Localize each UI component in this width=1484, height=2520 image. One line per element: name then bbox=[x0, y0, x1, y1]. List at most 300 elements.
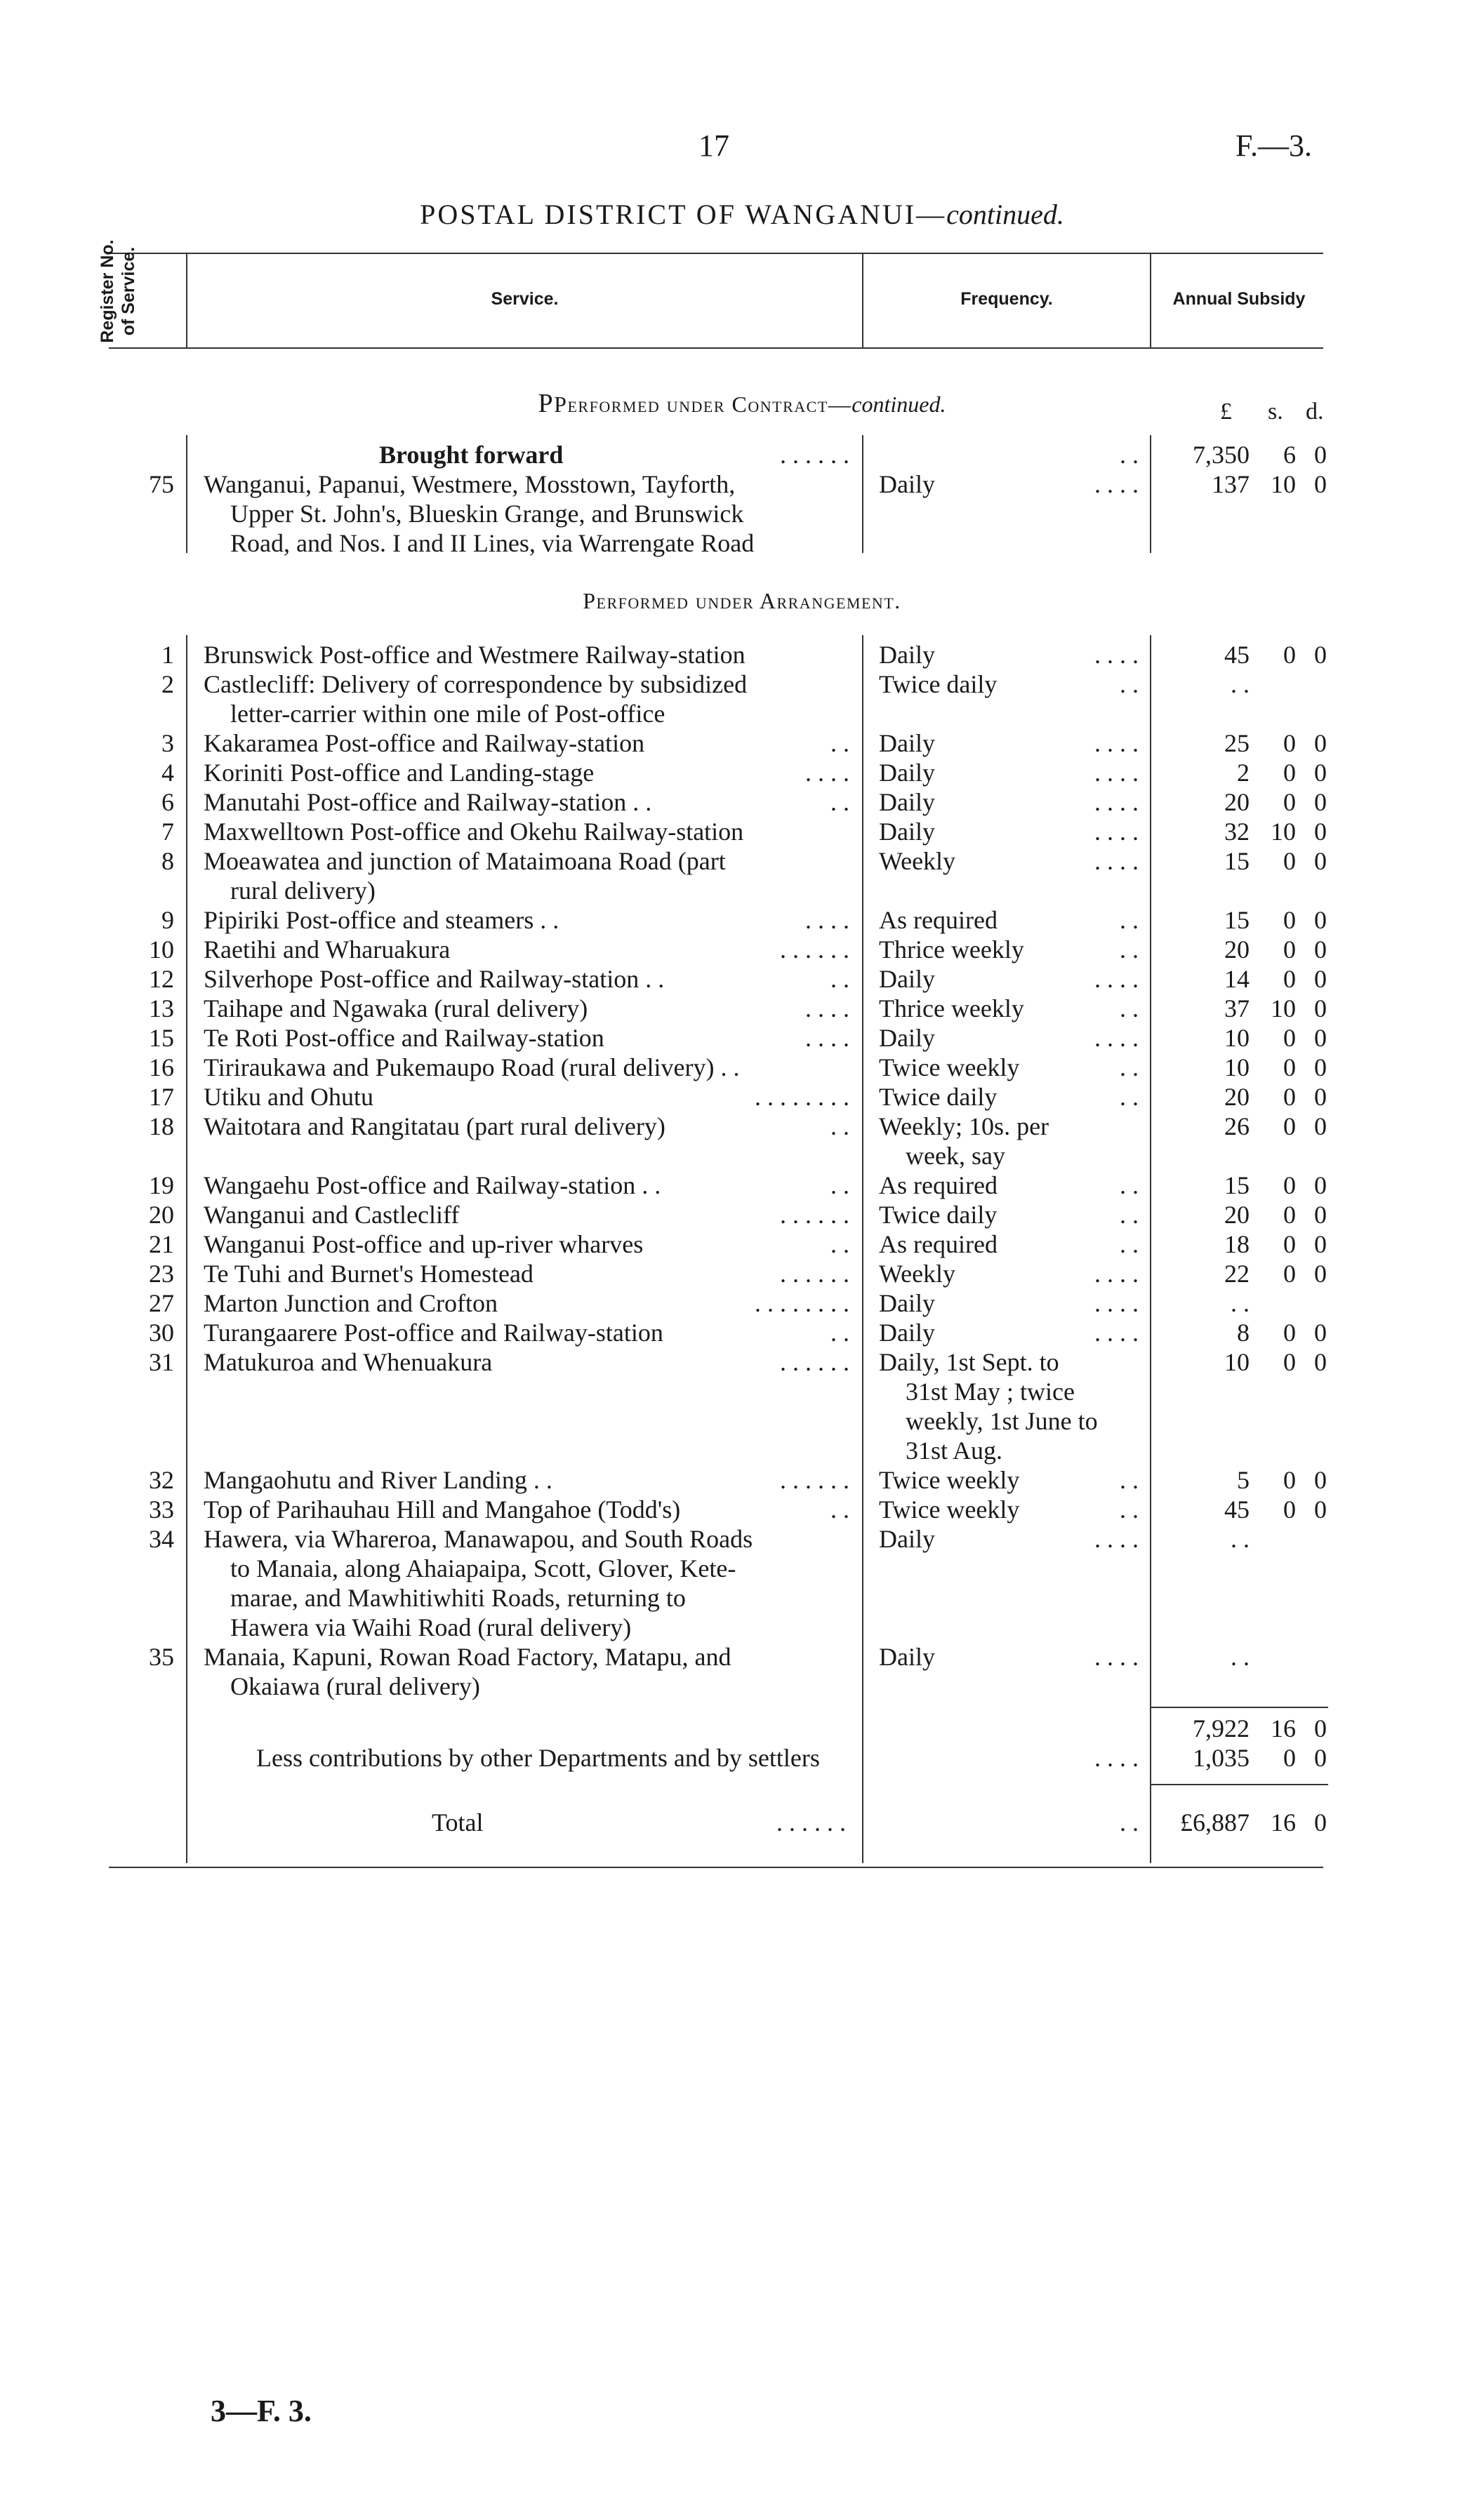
service-line: Taihape and Ngawaka (rural delivery) bbox=[204, 994, 588, 1022]
table-row bbox=[0, 1112, 1484, 1171]
service-line: Wanganui Post-office and up-river wharves bbox=[204, 1230, 644, 1258]
frequency-leader-dots: . . . . bbox=[1094, 641, 1139, 669]
service-leader-dots: . . bbox=[830, 1495, 849, 1524]
subsidy-pounds: 10 bbox=[1224, 1053, 1250, 1081]
subsidy-shillings: 0 bbox=[1283, 965, 1296, 993]
register-number: 21 bbox=[149, 1230, 174, 1258]
service-line: to Manaia, along Ahaiapaipa, Scott, Glover, Kete- bbox=[230, 1554, 736, 1582]
frequency-cell bbox=[879, 1495, 1139, 1524]
table-row bbox=[0, 1053, 1484, 1082]
subsidy-shillings: 0 bbox=[1283, 1083, 1296, 1111]
subsidy-pence: 0 bbox=[1314, 1348, 1327, 1376]
subsidy-pence: 0 bbox=[1314, 641, 1327, 669]
service-line: Wanganui, Papanui, Westmere, Mosstown, Tayforth, bbox=[204, 470, 736, 498]
table-row bbox=[0, 787, 1484, 817]
table-row bbox=[0, 964, 1484, 994]
frequency-leader-dots: . . bbox=[1120, 1466, 1139, 1494]
frequency-cell bbox=[879, 469, 1139, 499]
service-line: Moeawatea and junction of Mataimoana Road (part bbox=[204, 847, 726, 875]
subsidy-pounds: 2 bbox=[1237, 759, 1250, 787]
service-leader-dots: . . . . . . bbox=[780, 1466, 849, 1494]
table-row bbox=[0, 1082, 1484, 1112]
register-number: 8 bbox=[161, 847, 174, 875]
frequency-line: week, say bbox=[906, 1142, 1005, 1170]
less-shillings: 0 bbox=[1283, 1744, 1296, 1772]
service-cell bbox=[204, 1318, 849, 1347]
service-line: Top of Parihauhau Hill and Mangahoe (Todd's) bbox=[204, 1495, 681, 1524]
service-line: Wanganui and Castlecliff bbox=[204, 1201, 460, 1229]
subsidy-pence: 0 bbox=[1314, 1171, 1327, 1199]
frequency-cell bbox=[879, 1171, 1139, 1200]
subsidy-pence: 0 bbox=[1314, 1230, 1327, 1258]
frequency-line: 31st Aug. bbox=[906, 1436, 1003, 1465]
frequency-cell bbox=[879, 787, 1139, 817]
table-row bbox=[0, 935, 1484, 964]
service-leader-dots: . . . . bbox=[805, 906, 849, 934]
subsidy-pounds: 10 bbox=[1224, 1024, 1250, 1052]
register-number: 32 bbox=[149, 1466, 174, 1494]
frequency-line: As required bbox=[879, 906, 998, 934]
frequency-line: Twice daily bbox=[879, 670, 998, 698]
service-cell bbox=[204, 728, 849, 758]
subsidy-pence: 0 bbox=[1314, 994, 1327, 1022]
register-number: 20 bbox=[149, 1201, 174, 1229]
title-main: POSTAL DISTRICT OF WANGANUI— bbox=[420, 199, 947, 230]
service-line: letter-carrier within one mile of Post-office bbox=[230, 700, 665, 728]
total-shillings: 16 bbox=[1271, 1808, 1296, 1836]
frequency-line: Weekly bbox=[879, 847, 956, 875]
service-line: Hawera, via Whareroa, Manawapou, and South Roads bbox=[204, 1525, 753, 1553]
register-number: 10 bbox=[149, 935, 174, 964]
service-cell bbox=[204, 935, 849, 964]
table-row bbox=[0, 1023, 1484, 1053]
frequency-cell bbox=[879, 1112, 1139, 1171]
frequency-line: Daily bbox=[879, 1525, 935, 1553]
brought-forward-pence: 0 bbox=[1314, 441, 1327, 469]
service-line: Silverhope Post-office and Railway-station . . bbox=[204, 965, 665, 993]
service-line: Manutahi Post-office and Railway-station . . bbox=[204, 788, 652, 816]
frequency-line: Daily, 1st Sept. to bbox=[879, 1348, 1059, 1376]
table-row bbox=[0, 994, 1484, 1023]
service-line: Maxwelltown Post-office and Okehu Railway-station bbox=[204, 818, 744, 846]
service-line: Turangaarere Post-office and Railway-station bbox=[204, 1319, 663, 1347]
register-number: 31 bbox=[149, 1348, 174, 1376]
subsidy-pence: 0 bbox=[1314, 1053, 1327, 1081]
subsidy-pounds: 20 bbox=[1224, 935, 1250, 964]
frequency-line: Twice weekly bbox=[879, 1495, 1020, 1524]
frequency-line: Daily bbox=[879, 1319, 935, 1347]
subsidy-shillings: 10 bbox=[1271, 994, 1296, 1022]
register-number: 2 bbox=[161, 670, 174, 698]
table-row bbox=[0, 1171, 1484, 1200]
subsidy-pence: 0 bbox=[1314, 818, 1327, 846]
column-header-service: Service. bbox=[491, 289, 559, 309]
service-leader-dots: . . bbox=[830, 1230, 849, 1258]
frequency-leader-dots: . . bbox=[1120, 906, 1139, 934]
subsidy-pounds: 10 bbox=[1224, 1348, 1250, 1376]
frequency-cell bbox=[879, 1053, 1139, 1082]
subsidy-pence: 0 bbox=[1314, 1495, 1327, 1524]
frequency-cell bbox=[879, 1642, 1139, 1672]
subsidy-shillings: 0 bbox=[1283, 1024, 1296, 1052]
service-line: Brunswick Post-office and Westmere Railway-station bbox=[204, 641, 746, 669]
service-cell bbox=[204, 1347, 849, 1377]
subsidy-pounds: 15 bbox=[1224, 847, 1250, 875]
table-row bbox=[0, 758, 1484, 787]
frequency-leader-dots: . . . . bbox=[1094, 729, 1139, 757]
service-leader-dots: . . . . . . bbox=[780, 935, 849, 964]
title-continued: continued. bbox=[946, 199, 1064, 230]
subsidy-pence: 0 bbox=[1314, 1112, 1327, 1140]
register-number: 6 bbox=[161, 788, 174, 816]
frequency-line: 31st May ; twice bbox=[906, 1378, 1075, 1406]
service-leader-dots: . . bbox=[830, 1112, 849, 1140]
frequency-cell bbox=[879, 935, 1139, 964]
frequency-cell bbox=[879, 1023, 1139, 1053]
table-row bbox=[0, 905, 1484, 935]
subsidy-shillings: 0 bbox=[1283, 1319, 1296, 1347]
table-row bbox=[0, 1347, 1484, 1465]
brought-forward-shillings: 6 bbox=[1283, 441, 1296, 469]
frequency-cell bbox=[879, 1465, 1139, 1495]
frequency-leader-dots: . . bbox=[1120, 994, 1139, 1022]
table-row bbox=[0, 1229, 1484, 1259]
service-line: Upper St. John's, Blueskin Grange, and Brunswick bbox=[230, 500, 744, 528]
service-line: Tiriraukawa and Pukemaupo Road (rural delivery) . . bbox=[204, 1053, 740, 1081]
subsidy-shillings: 0 bbox=[1283, 788, 1296, 816]
register-number: 4 bbox=[161, 759, 174, 787]
total-pounds: £6,887 bbox=[1180, 1808, 1250, 1836]
service-cell bbox=[204, 1495, 849, 1524]
frequency-cell bbox=[879, 758, 1139, 787]
service-line: Waitotara and Rangitatau (part rural delivery) bbox=[204, 1112, 665, 1140]
service-leader-dots: . . . . . . bbox=[780, 1260, 849, 1288]
service-line: Te Tuhi and Burnet's Homestead bbox=[204, 1260, 534, 1288]
subsidy-shillings: 0 bbox=[1283, 1053, 1296, 1081]
service-cell bbox=[204, 1465, 849, 1495]
service-cell bbox=[204, 640, 849, 669]
section-heading-contract: PPerformed under Contract—continued. bbox=[538, 389, 946, 418]
subsidy-pounds: 25 bbox=[1224, 729, 1250, 757]
column-header-register: Register No. of Service. bbox=[98, 239, 138, 343]
register-number: 13 bbox=[149, 994, 174, 1022]
service-leader-dots: . . bbox=[830, 788, 849, 816]
subsidy-pence: 0 bbox=[1314, 1024, 1327, 1052]
subsidy-pounds: 20 bbox=[1224, 1201, 1250, 1229]
brought-forward-dots: . . . . . . bbox=[780, 441, 849, 469]
service-line: Matukuroa and Whenuakura bbox=[204, 1348, 493, 1376]
register-number: 30 bbox=[149, 1319, 174, 1347]
frequency-line: Daily bbox=[879, 965, 935, 993]
footer-code: 3—F. 3. bbox=[211, 2394, 312, 2428]
service-line: marae, and Mawhitiwhiti Roads, returning to bbox=[230, 1584, 686, 1612]
service-line: Road, and Nos. I and II Lines, via Warrengate Road bbox=[230, 529, 755, 557]
subsidy-shillings: 0 bbox=[1283, 1466, 1296, 1494]
table-row bbox=[0, 1642, 1484, 1701]
frequency-leader-dots: . . . . bbox=[1094, 759, 1139, 787]
service-leader-dots: . . . . bbox=[805, 994, 849, 1022]
service-cell bbox=[204, 758, 849, 787]
service-line: Te Roti Post-office and Railway-station bbox=[204, 1024, 604, 1052]
table-row bbox=[0, 728, 1484, 758]
frequency-line: Thrice weekly bbox=[879, 994, 1024, 1022]
frequency-cell bbox=[879, 846, 1139, 876]
subtotal-rule bbox=[1151, 1707, 1328, 1708]
subsidy-shillings: 0 bbox=[1283, 1260, 1296, 1288]
service-cell bbox=[204, 846, 849, 905]
page-number: 17 bbox=[698, 128, 729, 163]
frequency-cell bbox=[879, 1082, 1139, 1112]
frequency-line: Daily bbox=[879, 1289, 935, 1317]
less-contributions-label: Less contributions by other Departments and by settlers bbox=[256, 1744, 820, 1772]
table-row bbox=[0, 817, 1484, 846]
brought-forward-label: Brought forward bbox=[379, 441, 564, 469]
service-leader-dots: . . . . . . bbox=[780, 1201, 849, 1229]
currency-shillings: s. bbox=[1268, 399, 1283, 425]
subsidy-shillings: 0 bbox=[1283, 1230, 1296, 1258]
service-leader-dots: . . bbox=[830, 1171, 849, 1199]
table-row bbox=[0, 640, 1484, 669]
table-row bbox=[0, 846, 1484, 905]
service-line: Wangaehu Post-office and Railway-station . . bbox=[204, 1171, 661, 1199]
header-bottom-rule bbox=[109, 347, 1323, 349]
frequency-leader-dots: . . bbox=[1120, 1201, 1139, 1229]
page-title bbox=[0, 198, 1484, 231]
service-cell bbox=[204, 1524, 849, 1642]
service-line: Kakaramea Post-office and Railway-station bbox=[204, 729, 645, 757]
frequency-line: Daily bbox=[879, 470, 935, 498]
frequency-line: As required bbox=[879, 1171, 998, 1199]
service-line: rural delivery) bbox=[230, 876, 376, 905]
subsidy-pence: 0 bbox=[1314, 906, 1327, 934]
register-number: 3 bbox=[161, 729, 174, 757]
service-line: Okaiawa (rural delivery) bbox=[230, 1672, 480, 1700]
frequency-leader-dots: . . . . bbox=[1094, 1289, 1139, 1317]
subsidy-pence: 0 bbox=[1314, 1083, 1327, 1111]
service-leader-dots: . . bbox=[830, 729, 849, 757]
frequency-leader-dots: . . . . bbox=[1094, 1319, 1139, 1347]
subsidy-pounds: 8 bbox=[1237, 1319, 1250, 1347]
contract-heading-continued: continued. bbox=[852, 392, 946, 417]
total-label: Total bbox=[432, 1808, 484, 1836]
subsidy-pounds: . . bbox=[1231, 1289, 1250, 1317]
frequency-cell bbox=[879, 1347, 1139, 1465]
register-number: 7 bbox=[161, 818, 174, 846]
register-number: 19 bbox=[149, 1171, 174, 1199]
service-cell bbox=[204, 469, 849, 558]
subsidy-pounds: 137 bbox=[1212, 470, 1250, 498]
subsidy-shillings: 0 bbox=[1283, 1201, 1296, 1229]
service-cell bbox=[204, 1082, 849, 1112]
frequency-leader-dots: . . . . bbox=[1094, 1024, 1139, 1052]
frequency-line: Daily bbox=[879, 1643, 935, 1671]
less-pence: 0 bbox=[1314, 1744, 1327, 1772]
frequency-line: Daily bbox=[879, 1024, 935, 1052]
frequency-line: Twice weekly bbox=[879, 1466, 1020, 1494]
frequency-leader-dots: . . . . bbox=[1094, 847, 1139, 875]
frequency-leader-dots: . . . . bbox=[1094, 1525, 1139, 1553]
less-pounds: 1,035 bbox=[1193, 1744, 1250, 1772]
service-cell bbox=[204, 669, 849, 728]
subsidy-shillings: 0 bbox=[1283, 1112, 1296, 1140]
frequency-cell bbox=[879, 1318, 1139, 1347]
service-leader-dots: . . bbox=[830, 965, 849, 993]
subsidy-shillings: 0 bbox=[1283, 759, 1296, 787]
subtotal-shillings: 16 bbox=[1271, 1714, 1296, 1742]
subsidy-pounds: 32 bbox=[1224, 818, 1250, 846]
frequency-leader-dots: . . bbox=[1120, 1230, 1139, 1258]
subsidy-pounds: . . bbox=[1231, 1525, 1250, 1553]
service-cell bbox=[204, 1112, 849, 1141]
subsidy-pounds: . . bbox=[1231, 1643, 1250, 1671]
frequency-cell bbox=[879, 1229, 1139, 1259]
frequency-leader-dots: . . . . bbox=[1094, 965, 1139, 993]
frequency-leader-dots: . . . . bbox=[1094, 788, 1139, 816]
table-row bbox=[0, 1259, 1484, 1288]
service-cell bbox=[204, 787, 849, 817]
subsidy-pounds: 45 bbox=[1224, 1495, 1250, 1524]
frequency-line: weekly, 1st June to bbox=[906, 1407, 1098, 1435]
table-row bbox=[0, 1288, 1484, 1318]
service-leader-dots: . . . . bbox=[805, 1024, 849, 1052]
table-row bbox=[0, 669, 1484, 728]
total-dots: . . . . . . bbox=[776, 1808, 846, 1836]
table-row bbox=[0, 1465, 1484, 1495]
register-number: 75 bbox=[149, 470, 174, 498]
frequency-line: Daily bbox=[879, 759, 935, 787]
service-line: Castlecliff: Delivery of correspondence by subsidized bbox=[204, 670, 748, 698]
frequency-cell bbox=[879, 817, 1139, 846]
register-number: 18 bbox=[149, 1112, 174, 1140]
service-leader-dots: . . . . . . . . bbox=[755, 1083, 849, 1111]
subsidy-pence: 0 bbox=[1314, 470, 1327, 498]
service-cell bbox=[204, 994, 849, 1023]
subsidy-shillings: 10 bbox=[1271, 818, 1296, 846]
frequency-cell bbox=[879, 1524, 1139, 1554]
brought-forward-pounds: 7,350 bbox=[1193, 441, 1250, 469]
frequency-cell bbox=[879, 1259, 1139, 1288]
service-cell bbox=[204, 964, 849, 994]
subsidy-pounds: . . bbox=[1231, 670, 1250, 698]
frequency-line: Daily bbox=[879, 788, 935, 816]
header-top-rule bbox=[109, 253, 1323, 254]
subsidy-pounds: 15 bbox=[1224, 906, 1250, 934]
subsidy-shillings: 0 bbox=[1283, 906, 1296, 934]
table-row bbox=[0, 1524, 1484, 1642]
section-heading-arrangement: Performed under Arrangement. bbox=[583, 588, 901, 613]
service-cell bbox=[204, 1642, 849, 1701]
frequency-cell bbox=[879, 964, 1139, 994]
frequency-line: Daily bbox=[879, 641, 935, 669]
column-header-subsidy: Annual Subsidy bbox=[1172, 289, 1306, 309]
service-leader-dots: . . bbox=[830, 1319, 849, 1347]
frequency-line: Weekly bbox=[879, 1260, 956, 1288]
service-line: Pipiriki Post-office and steamers . . bbox=[204, 906, 559, 934]
register-number: 16 bbox=[149, 1053, 174, 1081]
less-contributions-dots: . . . . bbox=[1094, 1744, 1139, 1772]
frequency-line: Weekly; 10s. per bbox=[879, 1112, 1049, 1140]
frequency-line: As required bbox=[879, 1230, 998, 1258]
subsidy-shillings: 0 bbox=[1283, 641, 1296, 669]
table-bottom-rule bbox=[109, 1867, 1323, 1868]
frequency-leader-dots: . . bbox=[1120, 1495, 1139, 1524]
service-line: Manaia, Kapuni, Rowan Road Factory, Matapu, and bbox=[204, 1643, 731, 1671]
table-row bbox=[0, 1495, 1484, 1524]
register-number: 9 bbox=[161, 906, 174, 934]
frequency-cell bbox=[879, 1200, 1139, 1229]
subsidy-pence: 0 bbox=[1314, 847, 1327, 875]
register-number: 17 bbox=[149, 1083, 174, 1111]
service-cell bbox=[204, 1229, 849, 1259]
register-number: 34 bbox=[149, 1525, 174, 1553]
subsidy-pounds: 22 bbox=[1224, 1260, 1250, 1288]
subsidy-shillings: 0 bbox=[1283, 729, 1296, 757]
frequency-leader-dots: . . bbox=[1120, 935, 1139, 964]
service-line: Utiku and Ohutu bbox=[204, 1083, 373, 1111]
frequency-leader-dots: . . . . bbox=[1094, 1643, 1139, 1671]
register-number: 1 bbox=[161, 641, 174, 669]
register-number: 35 bbox=[149, 1643, 174, 1671]
subsidy-pence: 0 bbox=[1314, 1260, 1327, 1288]
service-cell bbox=[204, 1200, 849, 1229]
register-number: 27 bbox=[149, 1289, 174, 1317]
frequency-line: Thrice weekly bbox=[879, 935, 1024, 964]
subsidy-shillings: 0 bbox=[1283, 1171, 1296, 1199]
service-line: Koriniti Post-office and Landing-stage bbox=[204, 759, 595, 787]
subsidy-pounds: 37 bbox=[1224, 994, 1250, 1022]
document-code: F.—3. bbox=[1235, 128, 1312, 163]
subsidy-shillings: 0 bbox=[1283, 935, 1296, 964]
register-number: 23 bbox=[149, 1260, 174, 1288]
subsidy-pence: 0 bbox=[1314, 788, 1327, 816]
currency-pence: d. bbox=[1306, 399, 1324, 425]
subsidy-pence: 0 bbox=[1314, 935, 1327, 964]
frequency-cell bbox=[879, 994, 1139, 1023]
subsidy-pence: 0 bbox=[1314, 1319, 1327, 1347]
frequency-leader-dots: . . bbox=[1120, 1083, 1139, 1111]
subsidy-pence: 0 bbox=[1314, 1466, 1327, 1494]
table-row bbox=[0, 1318, 1484, 1347]
subsidy-pence: 0 bbox=[1314, 965, 1327, 993]
subsidy-pence: 0 bbox=[1314, 1201, 1327, 1229]
table-row bbox=[0, 1200, 1484, 1229]
subsidy-pounds: 26 bbox=[1224, 1112, 1250, 1140]
service-cell bbox=[204, 1023, 849, 1053]
service-line: Marton Junction and Crofton bbox=[204, 1289, 498, 1317]
column-header-frequency: Frequency. bbox=[960, 289, 1053, 309]
register-number: 12 bbox=[149, 965, 174, 993]
frequency-line: Daily bbox=[879, 729, 935, 757]
subsidy-shillings: 0 bbox=[1283, 847, 1296, 875]
frequency-leader-dots: . . bbox=[1120, 670, 1139, 698]
service-leader-dots: . . . . . . . . bbox=[755, 1289, 849, 1317]
subsidy-pounds: 20 bbox=[1224, 788, 1250, 816]
service-cell bbox=[204, 905, 849, 935]
service-cell bbox=[204, 1259, 849, 1288]
service-leader-dots: . . . . bbox=[805, 759, 849, 787]
frequency-cell bbox=[879, 1288, 1139, 1318]
subtotal-pounds: 7,922 bbox=[1193, 1714, 1250, 1742]
frequency-cell bbox=[879, 640, 1139, 669]
frequency-cell bbox=[879, 905, 1139, 935]
subsidy-pounds: 15 bbox=[1224, 1171, 1250, 1199]
service-cell bbox=[204, 1053, 849, 1082]
frequency-line: Twice weekly bbox=[879, 1053, 1020, 1081]
subtotal-pence: 0 bbox=[1314, 1714, 1327, 1742]
subsidy-shillings: 0 bbox=[1283, 1495, 1296, 1524]
service-cell bbox=[204, 817, 849, 846]
subsidy-pence: 0 bbox=[1314, 729, 1327, 757]
